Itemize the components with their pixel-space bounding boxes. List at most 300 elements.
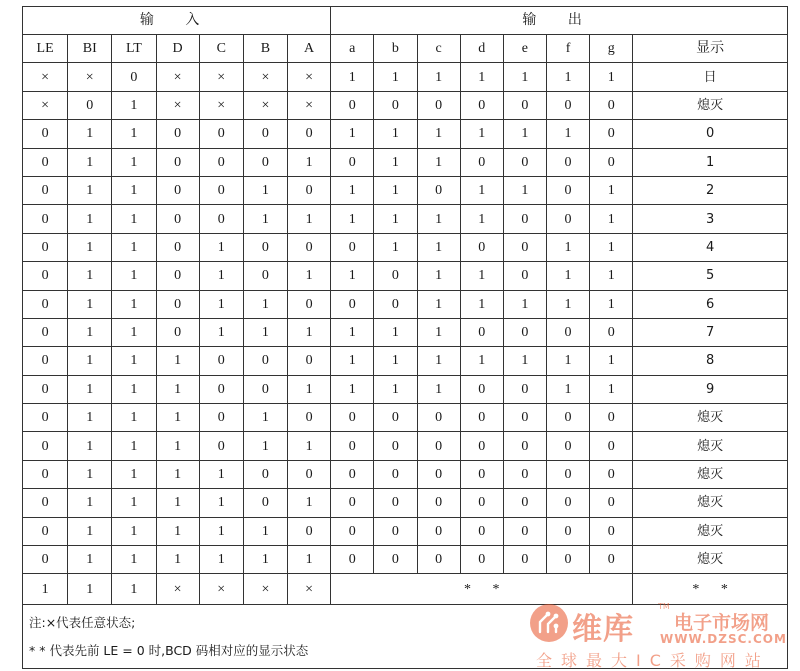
watermark-slogan: 全球最大IC采购网站 (536, 651, 770, 670)
table-cell: 0 (374, 432, 417, 460)
table-cell: 1 (374, 233, 417, 261)
table-cell: × (243, 574, 287, 605)
table-cell: 1 (156, 517, 199, 545)
table-cell: 0 (288, 404, 331, 432)
table-cell: 0 (590, 517, 633, 545)
display-cell: 6 (633, 290, 788, 318)
table-cell: 1 (590, 63, 633, 91)
column-header: d (460, 35, 503, 63)
table-cell: 1 (460, 205, 503, 233)
truth-table-document (22, 6, 788, 662)
table-cell: 0 (460, 91, 503, 119)
table-cell: × (156, 91, 199, 119)
table-cell: 1 (112, 205, 156, 233)
table-cell: 1 (156, 347, 199, 375)
table-cell: 1 (112, 432, 156, 460)
table-cell: 1 (503, 290, 546, 318)
table-cell: 0 (112, 63, 156, 91)
table-cell: 0 (23, 404, 68, 432)
table-cell: × (243, 63, 287, 91)
table-cell: 1 (243, 290, 287, 318)
table-cell: 1 (590, 176, 633, 204)
table-cell: 0 (288, 233, 331, 261)
table-cell: 0 (23, 432, 68, 460)
table-cell: 0 (23, 205, 68, 233)
display-cell: 9 (633, 375, 788, 403)
table-cell: 1 (23, 574, 68, 605)
table-cell: 0 (23, 546, 68, 574)
table-cell: 1 (112, 290, 156, 318)
table-cell: 0 (156, 176, 199, 204)
table-cell: 0 (460, 375, 503, 403)
table-row (23, 148, 788, 176)
table-cell: 0 (23, 375, 68, 403)
table-cell: 0 (23, 460, 68, 488)
table-cell: 1 (417, 205, 460, 233)
display-cell: 熄灭 (633, 91, 788, 119)
table-cell: 1 (546, 375, 589, 403)
circuit-logo-icon (528, 602, 570, 644)
table-row (23, 517, 788, 545)
column-header: a (331, 35, 374, 63)
table-cell: 1 (112, 262, 156, 290)
table-cell: 0 (546, 546, 589, 574)
table-cell: 0 (243, 120, 287, 148)
display-cell: 熄灭 (633, 546, 788, 574)
table-cell: 1 (68, 460, 112, 488)
table-row (23, 318, 788, 346)
table-cell: 0 (199, 347, 243, 375)
table-cell: 0 (590, 546, 633, 574)
watermark-url: WWW.DZSC.COM (660, 632, 787, 646)
table-cell: 0 (374, 489, 417, 517)
table-cell: 1 (243, 205, 287, 233)
table-cell: 1 (503, 63, 546, 91)
table-cell: 0 (590, 91, 633, 119)
table-cell: 1 (331, 318, 374, 346)
table-cell: 0 (590, 148, 633, 176)
table-cell: 0 (331, 148, 374, 176)
table-cell: 0 (23, 347, 68, 375)
table-cell: 0 (23, 233, 68, 261)
table-cell: 1 (156, 375, 199, 403)
table-cell: 1 (156, 404, 199, 432)
table-cell: 0 (331, 91, 374, 119)
table-cell: 1 (590, 375, 633, 403)
table-cell: 0 (199, 120, 243, 148)
table-cell: 1 (374, 318, 417, 346)
table-cell: 1 (331, 63, 374, 91)
table-cell: 0 (417, 546, 460, 574)
table-cell: 1 (68, 318, 112, 346)
table-cell: 0 (590, 432, 633, 460)
table-cell: 0 (374, 517, 417, 545)
table-cell: 0 (331, 546, 374, 574)
table-cell: 1 (112, 404, 156, 432)
table-cell: 0 (68, 91, 112, 119)
table-cell: 1 (374, 120, 417, 148)
table-cell: 1 (590, 290, 633, 318)
watermark-brand: 维库 (572, 612, 634, 647)
table-cell: 1 (68, 574, 112, 605)
table-cell: × (156, 63, 199, 91)
column-header: D (156, 35, 199, 63)
table-cell: 0 (156, 290, 199, 318)
table-cell: 0 (288, 176, 331, 204)
table-cell: 0 (417, 517, 460, 545)
table-cell: 1 (243, 404, 287, 432)
table-cell: 1 (112, 375, 156, 403)
table-cell: 1 (68, 120, 112, 148)
table-cell: 0 (417, 432, 460, 460)
table-cell: 1 (112, 574, 156, 605)
table-cell: 0 (503, 91, 546, 119)
column-header: BI (68, 35, 112, 63)
table-cell: 0 (417, 460, 460, 488)
display-cell: 熄灭 (633, 489, 788, 517)
table-cell: × (288, 91, 331, 119)
table-cell: 0 (199, 375, 243, 403)
table-cell: 0 (331, 460, 374, 488)
table-cell: 1 (417, 347, 460, 375)
display-cell: 熄灭 (633, 460, 788, 488)
latched-display-cell: * * (633, 574, 788, 605)
table-cell: 0 (374, 262, 417, 290)
table-cell: 0 (23, 318, 68, 346)
table-cell: 0 (243, 375, 287, 403)
table-cell: × (199, 574, 243, 605)
table-cell: 0 (243, 489, 287, 517)
table-cell: 1 (288, 489, 331, 517)
table-row (23, 205, 788, 233)
table-cell: 0 (460, 233, 503, 261)
table-cell: × (243, 91, 287, 119)
table-cell: 1 (68, 148, 112, 176)
table-cell: 1 (374, 347, 417, 375)
table-row (23, 404, 788, 432)
table-cell: 1 (112, 489, 156, 517)
table-cell: 1 (374, 63, 417, 91)
table-cell: 0 (503, 546, 546, 574)
table-cell: 1 (199, 318, 243, 346)
table-cell: 0 (23, 517, 68, 545)
site-watermark (528, 602, 794, 670)
table-cell: 0 (590, 318, 633, 346)
table-cell: × (288, 574, 331, 605)
table-cell: 1 (590, 233, 633, 261)
table-cell: 1 (243, 546, 287, 574)
table-cell: 1 (288, 432, 331, 460)
watermark-tm: TM (658, 602, 670, 611)
table-cell: 0 (417, 176, 460, 204)
table-cell: 0 (243, 262, 287, 290)
table-cell: 0 (288, 120, 331, 148)
table-cell: 0 (331, 517, 374, 545)
column-header-row (23, 35, 788, 63)
latched-outputs-cell: * * (331, 574, 633, 605)
table-cell: 0 (546, 205, 589, 233)
table-cell: 1 (460, 262, 503, 290)
table-cell: 0 (546, 176, 589, 204)
table-cell: 0 (503, 375, 546, 403)
group-header-row (23, 7, 788, 35)
table-cell: 0 (199, 205, 243, 233)
table-cell: 1 (243, 517, 287, 545)
table-cell: 0 (417, 404, 460, 432)
table-cell: 1 (331, 347, 374, 375)
table-cell: 1 (331, 120, 374, 148)
table-cell: 1 (68, 290, 112, 318)
table-cell: 1 (417, 120, 460, 148)
column-header: LE (23, 35, 68, 63)
table-cell: 1 (199, 290, 243, 318)
table-cell: 1 (288, 318, 331, 346)
table-cell: × (23, 91, 68, 119)
table-cell: 0 (460, 517, 503, 545)
display-cell: 4 (633, 233, 788, 261)
table-cell: 0 (288, 290, 331, 318)
table-cell: 0 (23, 262, 68, 290)
table-cell: 0 (503, 205, 546, 233)
table-cell: 0 (23, 148, 68, 176)
table-row-latch (23, 574, 788, 605)
table-cell: 1 (68, 375, 112, 403)
table-cell: 0 (503, 318, 546, 346)
table-row (23, 262, 788, 290)
table-cell: 0 (23, 489, 68, 517)
table-cell: 1 (288, 262, 331, 290)
column-header: f (546, 35, 589, 63)
table-cell: 0 (546, 404, 589, 432)
table-cell: 1 (546, 233, 589, 261)
table-cell: 1 (112, 460, 156, 488)
table-cell: 1 (546, 63, 589, 91)
table-row (23, 91, 788, 119)
table-cell: 0 (546, 91, 589, 119)
table-cell: 1 (68, 262, 112, 290)
table-cell: 0 (288, 347, 331, 375)
table-cell: 0 (331, 432, 374, 460)
table-cell: 1 (112, 233, 156, 261)
table-cell: 1 (288, 546, 331, 574)
table-row (23, 233, 788, 261)
column-header: b (374, 35, 417, 63)
note-line-2: * * 代表先前 LE = 0 时,BCD 码相对应的显示状态 (29, 643, 309, 659)
truth-table (22, 6, 788, 605)
table-row (23, 546, 788, 574)
table-cell: 0 (331, 233, 374, 261)
table-cell: 1 (112, 546, 156, 574)
table-cell: 1 (199, 546, 243, 574)
table-cell: 0 (460, 546, 503, 574)
table-cell: 0 (546, 432, 589, 460)
table-cell: 1 (156, 546, 199, 574)
table-cell: 1 (374, 205, 417, 233)
display-cell: 熄灭 (633, 404, 788, 432)
table-cell: 0 (374, 546, 417, 574)
table-cell: 1 (546, 262, 589, 290)
table-cell: 1 (460, 120, 503, 148)
table-cell: 0 (590, 404, 633, 432)
table-cell: 1 (417, 262, 460, 290)
table-cell: 1 (546, 290, 589, 318)
column-header: c (417, 35, 460, 63)
table-cell: 0 (503, 460, 546, 488)
table-cell: 0 (460, 489, 503, 517)
table-cell: 0 (417, 91, 460, 119)
table-cell: 1 (417, 148, 460, 176)
table-cell: 1 (331, 375, 374, 403)
table-cell: 0 (503, 404, 546, 432)
table-cell: 1 (156, 432, 199, 460)
table-cell: 1 (460, 63, 503, 91)
table-row (23, 120, 788, 148)
table-cell: 1 (288, 205, 331, 233)
table-cell: 0 (546, 489, 589, 517)
table-cell: 0 (460, 148, 503, 176)
display-cell: 3 (633, 205, 788, 233)
display-cell: 7 (633, 318, 788, 346)
column-header: A (288, 35, 331, 63)
table-cell: 0 (503, 148, 546, 176)
table-row (23, 347, 788, 375)
table-cell: 0 (503, 432, 546, 460)
table-cell: 1 (112, 176, 156, 204)
table-cell: 1 (199, 233, 243, 261)
table-cell: 1 (68, 205, 112, 233)
table-cell: 0 (590, 489, 633, 517)
table-cell: × (288, 63, 331, 91)
table-cell: 0 (199, 432, 243, 460)
table-cell: 1 (68, 489, 112, 517)
table-cell: 1 (112, 318, 156, 346)
table-cell: 0 (460, 460, 503, 488)
table-cell: 1 (112, 347, 156, 375)
table-cell: 1 (68, 517, 112, 545)
table-cell: 1 (374, 148, 417, 176)
table-cell: 1 (288, 375, 331, 403)
table-cell: 0 (331, 489, 374, 517)
note-line-1: 注:×代表任意状态; (29, 615, 136, 631)
table-cell: 0 (374, 290, 417, 318)
truth-table-body (23, 63, 788, 574)
table-cell: 0 (546, 517, 589, 545)
table-cell: 0 (417, 489, 460, 517)
table-cell: 0 (374, 460, 417, 488)
column-header: 显示 (633, 35, 788, 63)
table-cell: 1 (546, 347, 589, 375)
table-cell: 0 (288, 460, 331, 488)
display-cell: 5 (633, 262, 788, 290)
table-cell: 0 (503, 489, 546, 517)
column-header: LT (112, 35, 156, 63)
table-cell: 0 (23, 176, 68, 204)
display-cell: 1 (633, 148, 788, 176)
table-cell: 1 (112, 120, 156, 148)
table-cell: 0 (23, 290, 68, 318)
table-cell: 0 (331, 290, 374, 318)
input-group-header: 输 入 (23, 7, 331, 35)
table-cell: 0 (199, 176, 243, 204)
table-cell: 1 (112, 148, 156, 176)
table-cell: 1 (417, 318, 460, 346)
table-cell: 0 (156, 318, 199, 346)
column-header: C (199, 35, 243, 63)
table-cell: × (23, 63, 68, 91)
column-header: g (590, 35, 633, 63)
table-cell: 0 (503, 262, 546, 290)
table-cell: 0 (546, 318, 589, 346)
table-cell: 0 (243, 148, 287, 176)
table-cell: 1 (417, 375, 460, 403)
display-cell: 日 (633, 63, 788, 91)
table-cell: 0 (590, 120, 633, 148)
table-row (23, 290, 788, 318)
table-row (23, 63, 788, 91)
table-cell: 0 (546, 460, 589, 488)
table-cell: 1 (546, 120, 589, 148)
table-cell: 1 (503, 176, 546, 204)
table-cell: 0 (199, 148, 243, 176)
table-cell: 0 (503, 517, 546, 545)
table-cell: × (156, 574, 199, 605)
table-cell: 1 (460, 347, 503, 375)
table-cell: 1 (374, 176, 417, 204)
table-cell: 1 (156, 489, 199, 517)
table-cell: × (68, 63, 112, 91)
display-cell: 2 (633, 176, 788, 204)
table-cell: 1 (590, 347, 633, 375)
table-cell: 1 (199, 262, 243, 290)
table-cell: 1 (156, 460, 199, 488)
table-cell: 0 (156, 205, 199, 233)
table-cell: 0 (243, 460, 287, 488)
table-cell: 0 (374, 91, 417, 119)
watermark-tagline: 电子市场网 (674, 612, 770, 634)
table-cell: 1 (243, 432, 287, 460)
table-row (23, 432, 788, 460)
table-cell: 0 (156, 120, 199, 148)
table-cell: 1 (331, 176, 374, 204)
table-cell: 0 (546, 148, 589, 176)
table-cell: 1 (590, 205, 633, 233)
table-cell: 1 (199, 517, 243, 545)
table-cell: 1 (68, 233, 112, 261)
table-cell: 1 (460, 290, 503, 318)
table-cell: 1 (243, 176, 287, 204)
table-cell: 1 (68, 347, 112, 375)
table-cell: 1 (243, 318, 287, 346)
table-row (23, 489, 788, 517)
table-cell: 1 (199, 489, 243, 517)
table-cell: 0 (460, 318, 503, 346)
column-header: e (503, 35, 546, 63)
table-cell: 0 (374, 404, 417, 432)
table-cell: 1 (112, 91, 156, 119)
table-cell: 0 (23, 120, 68, 148)
display-cell: 0 (633, 120, 788, 148)
output-group-header: 输 出 (331, 7, 788, 35)
table-cell: 0 (503, 233, 546, 261)
table-cell: 0 (199, 404, 243, 432)
table-cell: 0 (460, 432, 503, 460)
display-cell: 熄灭 (633, 432, 788, 460)
table-cell: 1 (68, 404, 112, 432)
table-cell: 1 (417, 290, 460, 318)
table-cell: 1 (199, 460, 243, 488)
table-cell: 0 (243, 347, 287, 375)
table-cell: 1 (374, 375, 417, 403)
